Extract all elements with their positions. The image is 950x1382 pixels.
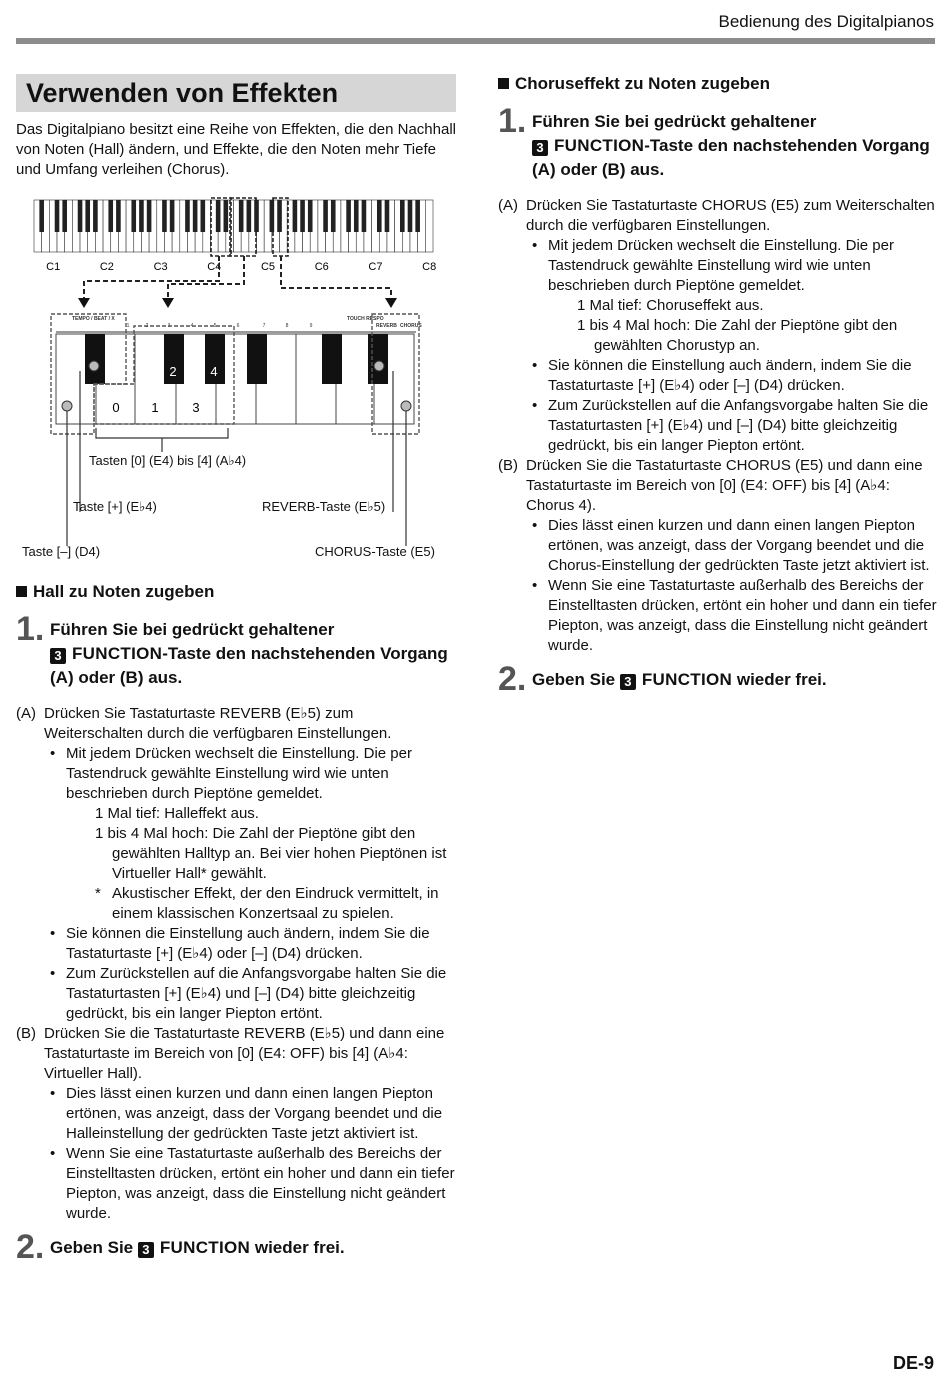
chorus-step-1: [498, 104, 938, 182]
indent-text: 1 bis 4 Mal hoch: Die Zahl der Pieptöne gibt den gewählten Chorustyp an.: [577, 317, 898, 354]
bullet-text: Dies lässt einen kurzen und dann einen langen Piepton ertönen, was anzeigt, dass der Vorgang beendet und die Halleinstellung der gedrückten Taste jetzt aktiviert ist.: [66, 1085, 443, 1142]
black-key: [139, 200, 144, 232]
black-key: [354, 200, 359, 232]
black-key: [247, 200, 252, 232]
bullet-item: [16, 924, 456, 964]
callout-minus: Taste [–] (D4): [22, 544, 101, 559]
black-key: [193, 200, 198, 232]
step-text-a: Geben Sie: [50, 1238, 134, 1257]
chorus-option-a: [498, 196, 938, 236]
marker-chorus: [401, 401, 411, 411]
hall-option-b: [16, 1024, 456, 1084]
black-key: [331, 200, 336, 232]
hall-heading-text: Hall zu Noten zugeben: [33, 582, 215, 601]
step-text-a: Führen Sie bei gedrückt gehaltener: [50, 620, 335, 639]
indent-text: 1 bis 4 Mal hoch: Die Zahl der Pieptöne gibt den gewählten Halltyp an. Bei vier hohen Pieptönen ist Virtueller Hall* gewählt.: [95, 825, 447, 882]
page-number: DE-9: [892, 1353, 934, 1373]
panel-number: 5: [213, 323, 217, 329]
step-text-b: wieder frei.: [254, 1238, 345, 1257]
step-text: [50, 1230, 345, 1260]
step-text: [532, 662, 827, 692]
function-key-icon: 3: [532, 140, 548, 156]
octave-label: C3: [153, 261, 168, 273]
chorus-step-2: [498, 662, 938, 696]
black-key: [277, 200, 282, 232]
bullet-item: [498, 396, 938, 456]
callout-chorus: CHORUS-Taste (E5): [315, 544, 435, 559]
indent-line: [498, 316, 938, 356]
step-text: [50, 612, 456, 690]
option-label: (A): [498, 197, 518, 214]
step-number: 1.: [498, 102, 527, 140]
chorus-option-b: [498, 456, 938, 516]
octave-label: C8: [422, 261, 437, 273]
indent-line: 1 Mal tief: Halleffekt aus.: [95, 805, 259, 822]
zoom-black-key: [85, 334, 105, 384]
bullet-icon: •: [50, 1145, 56, 1162]
footnote-item: [16, 884, 456, 924]
option-text: Drücken Sie Tastaturtaste CHORUS (E5) zum Weiterschalten durch die verfügbaren Einstellungen.: [526, 197, 935, 234]
square-bullet-icon: [498, 78, 509, 89]
bullet-text: Sie können die Einstellung auch ändern, indem Sie die Tastaturtaste [+] (E♭4) oder [–] (D4) drücken.: [548, 357, 912, 394]
panel-number: 2: [145, 323, 149, 329]
black-key: [116, 200, 121, 232]
key-number-0: 0: [112, 400, 120, 415]
option-text: Drücken Sie die Tastaturtaste REVERB (E♭5) und dann eine Tastaturtaste im Bereich von [0] (E4: OFF) bis [4] (A♭4: Virtueller Hall).: [44, 1025, 445, 1082]
black-key: [185, 200, 190, 232]
octave-label: C7: [368, 261, 383, 273]
function-label: FUNCTION: [554, 136, 645, 155]
chorus-body: [498, 196, 938, 656]
bullet-text: Zum Zurückstellen auf die Anfangsvorgabe halten Sie die Tastaturtasten [+] (E♭4) und [–] (D4) bitte gleichzeitig gedrückt, bis ein langer Piepton ertönt.: [548, 397, 929, 454]
panel-strip: [56, 316, 422, 332]
step-text-b: -Taste den nachstehenden Vorgang (A) oder (B) aus.: [532, 136, 930, 179]
key-number-2: 2: [169, 364, 177, 379]
black-key: [385, 200, 390, 232]
bullet-item: [16, 1144, 456, 1224]
bullet-item: [16, 744, 456, 804]
running-header: Bedienung des Digitalpianos: [718, 12, 934, 31]
connector-mid: [168, 256, 244, 298]
bullet-item: [498, 516, 938, 576]
option-label: (B): [498, 457, 518, 474]
arrow-right: [385, 298, 397, 308]
black-key: [85, 200, 90, 232]
function-key-icon: 3: [138, 1242, 154, 1258]
hall-step-1: [16, 612, 456, 690]
bullet-icon: •: [532, 357, 538, 374]
step-number: 2.: [498, 660, 527, 698]
black-key: [293, 200, 298, 232]
panel-label-reverb: REVERB: [376, 323, 397, 329]
bullet-text: Zum Zurückstellen auf die Anfangsvorgabe halten Sie die Tastaturtasten [+] (E♭4) und [–] (D4) bitte gleichzeitig gedrückt, bis ein langer Piepton ertönt.: [66, 965, 447, 1022]
black-key: [78, 200, 83, 232]
bullet-icon: •: [532, 577, 538, 594]
keyboard-diagram: [16, 196, 456, 576]
key-number-3: 3: [192, 400, 200, 415]
indent-line: [16, 824, 456, 884]
step-text-b: wieder frei.: [736, 670, 827, 689]
panel-number: 9: [309, 323, 313, 329]
zoomed-keyboard: [56, 334, 414, 424]
black-key: [201, 200, 206, 232]
hall-option-a: [16, 704, 456, 744]
step-text-a: Führen Sie bei gedrückt gehaltener: [532, 112, 817, 131]
indent-line: 1 Mal tief: Choruseffekt aus.: [577, 297, 764, 314]
bullet-icon: •: [50, 745, 56, 762]
bullet-item: [16, 964, 456, 1024]
panel-number: 7: [262, 323, 266, 329]
panel-number: 3: [167, 323, 171, 329]
black-key: [415, 200, 420, 232]
bullet-item: [498, 576, 938, 656]
function-label: FUNCTION: [159, 1238, 251, 1257]
bullet-icon: •: [50, 925, 56, 942]
black-key: [323, 200, 328, 232]
panel-label-tempo: TEMPO / BEAT / X: [72, 316, 115, 322]
step-text-a: Geben Sie: [532, 670, 616, 689]
octave-label: C6: [314, 261, 329, 273]
key-number-1: 1: [151, 400, 159, 415]
callout-plus: Taste [+] (E♭4): [73, 499, 157, 514]
right-column: [498, 70, 938, 696]
hall-step-2: [16, 1230, 456, 1264]
left-column: [16, 74, 456, 1264]
bullet-text: Wenn Sie eine Tastaturtaste außerhalb des Bereichs der Einstelltasten drücken, ertönt ein hoher und dann ein tiefer Piepton, was anzeigt, dass die Einstellung nicht geändert wurde.: [548, 577, 937, 654]
bullet-item: [498, 356, 938, 396]
panel-number: 1: [126, 323, 130, 329]
chorus-heading-text: Choruseffekt zu Noten zugeben: [515, 74, 771, 93]
black-key: [131, 200, 136, 232]
function-label: FUNCTION: [72, 644, 163, 663]
octave-label: C4: [207, 261, 222, 273]
section-title: Verwenden von Effekten: [16, 74, 456, 112]
bullet-icon: •: [50, 1085, 56, 1102]
black-key: [62, 200, 67, 232]
octave-label: C2: [99, 261, 114, 273]
black-key: [377, 200, 382, 232]
option-label: (A): [16, 705, 36, 722]
callout-reverb: REVERB-Taste (E♭5): [262, 499, 386, 514]
black-key: [147, 200, 152, 232]
square-bullet-icon: [16, 586, 27, 597]
full-keyboard: [34, 200, 433, 252]
black-key: [93, 200, 98, 232]
hall-heading: [16, 582, 456, 602]
key-number-4: 4: [210, 364, 218, 379]
black-key: [408, 200, 413, 232]
bullet-text: Mit jedem Drücken wechselt die Einstellung. Die per Tastendruck gewählte Einstellung wird wie unten beschrieben durch Pieptöne gemeldet.: [66, 745, 412, 802]
header-rule: [16, 38, 935, 44]
arrow-left: [78, 298, 90, 308]
step-text: [532, 104, 938, 182]
black-key: [239, 200, 244, 232]
step-number: 2.: [16, 1228, 45, 1266]
step-text-b: -Taste den nachstehenden Vorgang (A) oder (B) aus.: [50, 644, 448, 687]
keyboard-svg: [16, 196, 456, 576]
black-key: [362, 200, 367, 232]
black-key: [162, 200, 167, 232]
white-key: [425, 200, 433, 252]
bullet-icon: •: [532, 397, 538, 414]
option-text: Drücken Sie die Tastaturtaste CHORUS (E5) und dann eine Tastaturtaste im Bereich von [0] (E4: OFF) bis [4] (A♭4: Chorus 4).: [526, 457, 923, 514]
bullet-text: Dies lässt einen kurzen und dann einen langen Piepton ertönen, was anzeigt, dass der Vorgang beendet und die Chorus-Einstellung der gedrückten Taste jetzt aktiviert ist.: [548, 517, 930, 574]
panel-number: 4: [190, 323, 194, 329]
bullet-text: Sie können die Einstellung auch ändern, indem Sie die Tastaturtaste [+] (E♭4) oder [–] (D4) drücken.: [66, 925, 430, 962]
bullet-icon: •: [50, 965, 56, 982]
panel-label-touch: TOUCH RESPO: [347, 316, 384, 322]
zoom-black-key: [322, 334, 342, 384]
zoom-black-key: [247, 334, 267, 384]
octave-labels: [46, 261, 436, 273]
octave-label: C1: [46, 261, 61, 273]
bullet-icon: •: [532, 517, 538, 534]
octave-label: C5: [260, 261, 276, 273]
function-key-icon: 3: [50, 648, 66, 664]
black-key: [300, 200, 305, 232]
black-key: [308, 200, 313, 232]
callout-tasten: Tasten [0] (E4) bis [4] (A♭4): [89, 453, 247, 468]
black-key: [400, 200, 405, 232]
section-intro: Das Digitalpiano besitzt eine Reihe von Effekten, die den Nachhall von Noten (Hall) ändern, und Effekte, die den Noten mehr Tiefe und Umfang verleihen (Chorus).: [16, 121, 456, 178]
black-key: [224, 200, 229, 232]
marker-plus: [89, 361, 99, 371]
footnote-text: Akustischer Effekt, der den Eindruck vermittelt, in einem klassischen Konzertsaal zu spielen.: [112, 885, 439, 922]
arrow-mid: [162, 298, 174, 308]
option-label: (B): [16, 1025, 36, 1042]
panel-number: 8: [285, 323, 289, 329]
bullet-text: Wenn Sie eine Tastaturtaste außerhalb des Bereichs der Einstelltasten drücken, ertönt ein hoher und dann ein tiefer Piepton, was anzeigt, dass die Einstellung nicht geändert wurde.: [66, 1145, 455, 1222]
marker-reverb: [374, 361, 384, 371]
black-key: [346, 200, 351, 232]
panel-number: 6: [236, 323, 240, 329]
option-text: Drücken Sie Tastaturtaste REVERB (E♭5) zum Weiterschalten durch die verfügbaren Einstellungen.: [44, 705, 392, 742]
step-number: 1.: [16, 610, 45, 648]
zoom-black-key: [368, 334, 388, 384]
function-key-icon: 3: [620, 674, 636, 690]
marker-minus: [62, 401, 72, 411]
bullet-icon: •: [532, 237, 538, 254]
function-label: FUNCTION: [641, 670, 733, 689]
asterisk-icon: *: [95, 885, 101, 902]
hall-body: [16, 704, 456, 1224]
bullet-text: Mit jedem Drücken wechselt die Einstellung. Die per Tastendruck gewählte Einstellung wird wie unten beschrieben durch Pieptöne gemeldet.: [548, 237, 894, 294]
panel-label-chorus: CHORUS: [400, 323, 422, 329]
chorus-heading: [498, 74, 938, 94]
black-key: [39, 200, 44, 232]
bullet-item: [16, 1084, 456, 1144]
range-bracket: [96, 428, 228, 452]
black-key: [55, 200, 60, 232]
bullet-item: [498, 236, 938, 296]
black-key: [216, 200, 221, 232]
black-key: [170, 200, 175, 232]
black-key: [108, 200, 113, 232]
